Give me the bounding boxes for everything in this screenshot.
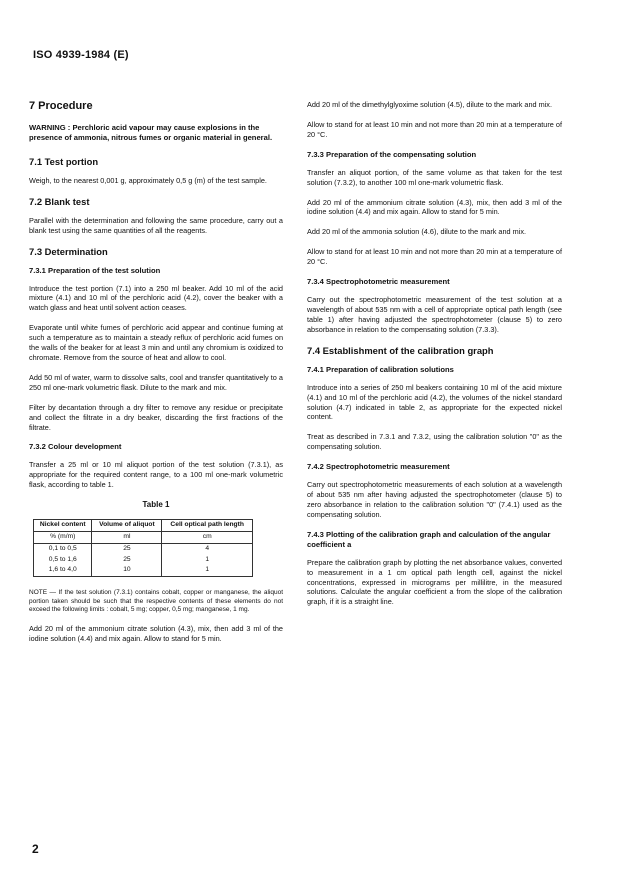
table-row xyxy=(34,555,253,566)
section-7-3-2-para-2: Add 20 ml of the ammonium citrate solution (4.3), mix, then add 3 ml of the iodine solution (4.4) and mix again. Allow to stand for 5 min. xyxy=(29,624,283,644)
warning-text: WARNING : Perchloric acid vapour may cause explosions in the presence of ammonia, nitrous fumes or organic material in general. xyxy=(29,123,273,143)
left-column xyxy=(29,100,283,654)
section-7-4-1-title: 7.4.1 Preparation of calibration solutions xyxy=(307,364,454,374)
table-row xyxy=(34,565,253,576)
page-number: 2 xyxy=(32,842,39,856)
section-7-3-3-para-2: Add 20 ml of the ammonium citrate solution (4.3), mix, then add 3 ml of the iodine solution (4.4) and mix again. Allow to stand for 5 min. xyxy=(307,197,562,217)
section-7-3-4-title: 7.3.4 Spectrophotometric measurement xyxy=(307,277,450,287)
table-unit-cell: ml xyxy=(92,531,162,543)
table-cell: 0,1 to 0,5 xyxy=(34,543,92,554)
table-cell: 4 xyxy=(162,543,253,554)
table-cell: 0,5 to 1,6 xyxy=(34,555,92,566)
section-7-3-1-para-4: Filter by decantation through a dry filter to remove any residue or precipitate and collect the filtrate in a dry beaker, discarding the first fractions of the filtrate. xyxy=(29,402,283,432)
table-note: NOTE — If the test solution (7.3.1) contains cobalt, copper or manganese, the aliquot portion taken should be such that the respective contents of these elements do not exceed the following limits : cobalt, 5 mg; copper, 0,5 mg; manganese, 1 mg. xyxy=(29,589,283,613)
table-cell: 25 xyxy=(92,555,162,566)
right-para-1: Add 20 ml of the dimethylglyoxime solution (4.5), dilute to the mark and mix. xyxy=(307,100,552,109)
table-cell: 1,6 to 4,0 xyxy=(34,565,92,576)
section-7-3-3-para-4: Allow to stand for at least 10 min and not more than 20 min at a temperature of 20 °C. xyxy=(307,247,562,267)
section-7-3-1-para-1: Introduce the test portion (7.1) into a 250 ml beaker. Add 10 ml of the acid mixture (4.1) and 10 ml of the perchloric acid (4.2), cover the beaker with a watch glass and heat until solvent action ceases. xyxy=(29,283,283,313)
section-7-3-3-para-3: Add 20 ml of the ammonia solution (4.6), dilute to the mark and mix. xyxy=(307,227,527,237)
right-column xyxy=(307,100,562,617)
table-units-row xyxy=(34,531,253,543)
table-header-cell: Nickel content xyxy=(34,520,92,532)
table-unit-cell: cm xyxy=(162,531,253,543)
section-7-4-1-para-2: Treat as described in 7.3.1 and 7.3.2, using the calibration solution "0" as the compensating solution. xyxy=(307,432,562,452)
section-7-4-2-title: 7.4.2 Spectrophotometric measurement xyxy=(307,462,450,472)
section-7-3-3-para-1: Transfer an aliquot portion, of the same volume as that taken for the test solution (7.3.2), to another 100 ml one-mark volumetric flask. xyxy=(307,167,562,187)
section-7-4-title: 7.4 Establishment of the calibration graph xyxy=(307,344,494,356)
section-7-1-title: 7.1 Test portion xyxy=(29,155,99,167)
table-1 xyxy=(33,519,253,577)
section-7-2-title: 7.2 Blank test xyxy=(29,195,90,207)
table-header-cell: Volume of aliquot xyxy=(92,520,162,532)
table-row xyxy=(34,543,253,554)
table-unit-cell: % (m/m) xyxy=(34,531,92,543)
section-7-1-text: Weigh, to the nearest 0,001 g, approximately 0,5 g (m) of the test sample. xyxy=(29,175,267,185)
document-header: ISO 4939-1984 (E) xyxy=(33,49,129,61)
table-header-cell: Cell optical path length xyxy=(162,520,253,532)
table-header-row xyxy=(34,520,253,532)
section-7-4-3-title: 7.4.3 Plotting of the calibration graph and calculation of the angular coefficient a xyxy=(307,529,551,549)
section-7-3-2-title: 7.3.2 Colour development xyxy=(29,442,122,452)
table-caption: Table 1 xyxy=(142,500,170,510)
section-7-4-2-para-1: Carry out spectrophotometric measurements of each solution at a wavelength of about 535 nm after having adjusted the spectrophotometer (clause 5) to zero absorbance in relation to the calibration solution "0" (7.4.1) used as the compensating solution. xyxy=(307,480,562,519)
section-7-4-3-para-1: Prepare the calibration graph by plotting the net absorbance values, converted to measurement in a 1 cm optical path length cell, against the nickel concentrations, expressed in micrograms per millilitre, in the measured solutions. Calculate the angular coefficient a from the slope of the calibration graph, if it is a straight line. xyxy=(307,557,562,607)
section-7-2-text: Parallel with the determination and following the same procedure, carry out a blank test using the same quantities of all the reagents. xyxy=(29,215,283,235)
section-7-3-2-para-1: Transfer a 25 ml or 10 ml aliquot portion of the test solution (7.3.1), as appropriate for the required content range, to a 100 ml one-mark volumetric flask, according to table 1. xyxy=(29,460,283,490)
section-7-4-1-para-1: Introduce into a series of 250 ml beakers containing 10 ml of the acid mixture (4.1) and 10 ml of the perchloric acid (4.2), the volumes of the nickel standard solution (4.7) indicated in table 2, as appropriate for the expected nickel content. xyxy=(307,382,562,422)
section-7-3-4-para-1: Carry out the spectrophotometric measurement of the test solution at a wavelength of about 535 nm with a cell of appropriate optical path length (see table 1) after having adjusted the spectrophotometer (clause 5) to zero absorbance in relation to the compensating solution (7.3.3). xyxy=(307,295,562,334)
table-cell: 25 xyxy=(92,543,162,554)
section-7-3-3-title: 7.3.3 Preparation of the compensating solution xyxy=(307,149,477,159)
section-7-3-1-title: 7.3.1 Preparation of the test solution xyxy=(29,265,161,275)
section-7-3-1-para-2: Evaporate until white fumes of perchloric acid appear and continue fuming at such a temperature as to maintain a steady reflux of perchloric acid fumes on the walls of the beaker for at least 3 min and until any chromium is oxidized to chromate. Remove from the source of heat and allow to cool. xyxy=(29,323,283,362)
table-cell: 1 xyxy=(162,565,253,576)
section-7-3-title: 7.3 Determination xyxy=(29,245,108,257)
section-7-title: 7 Procedure xyxy=(29,100,93,112)
right-para-2: Allow to stand for at least 10 min and not more than 20 min at a temperature of 20 °C. xyxy=(307,119,562,139)
table-cell: 1 xyxy=(162,555,253,566)
table-cell: 10 xyxy=(92,565,162,576)
section-7-3-1-para-3: Add 50 ml of water, warm to dissolve salts, cool and transfer quantitatively to a 250 ml one-mark volumetric flask. Dilute to the mark and mix. xyxy=(29,372,283,392)
